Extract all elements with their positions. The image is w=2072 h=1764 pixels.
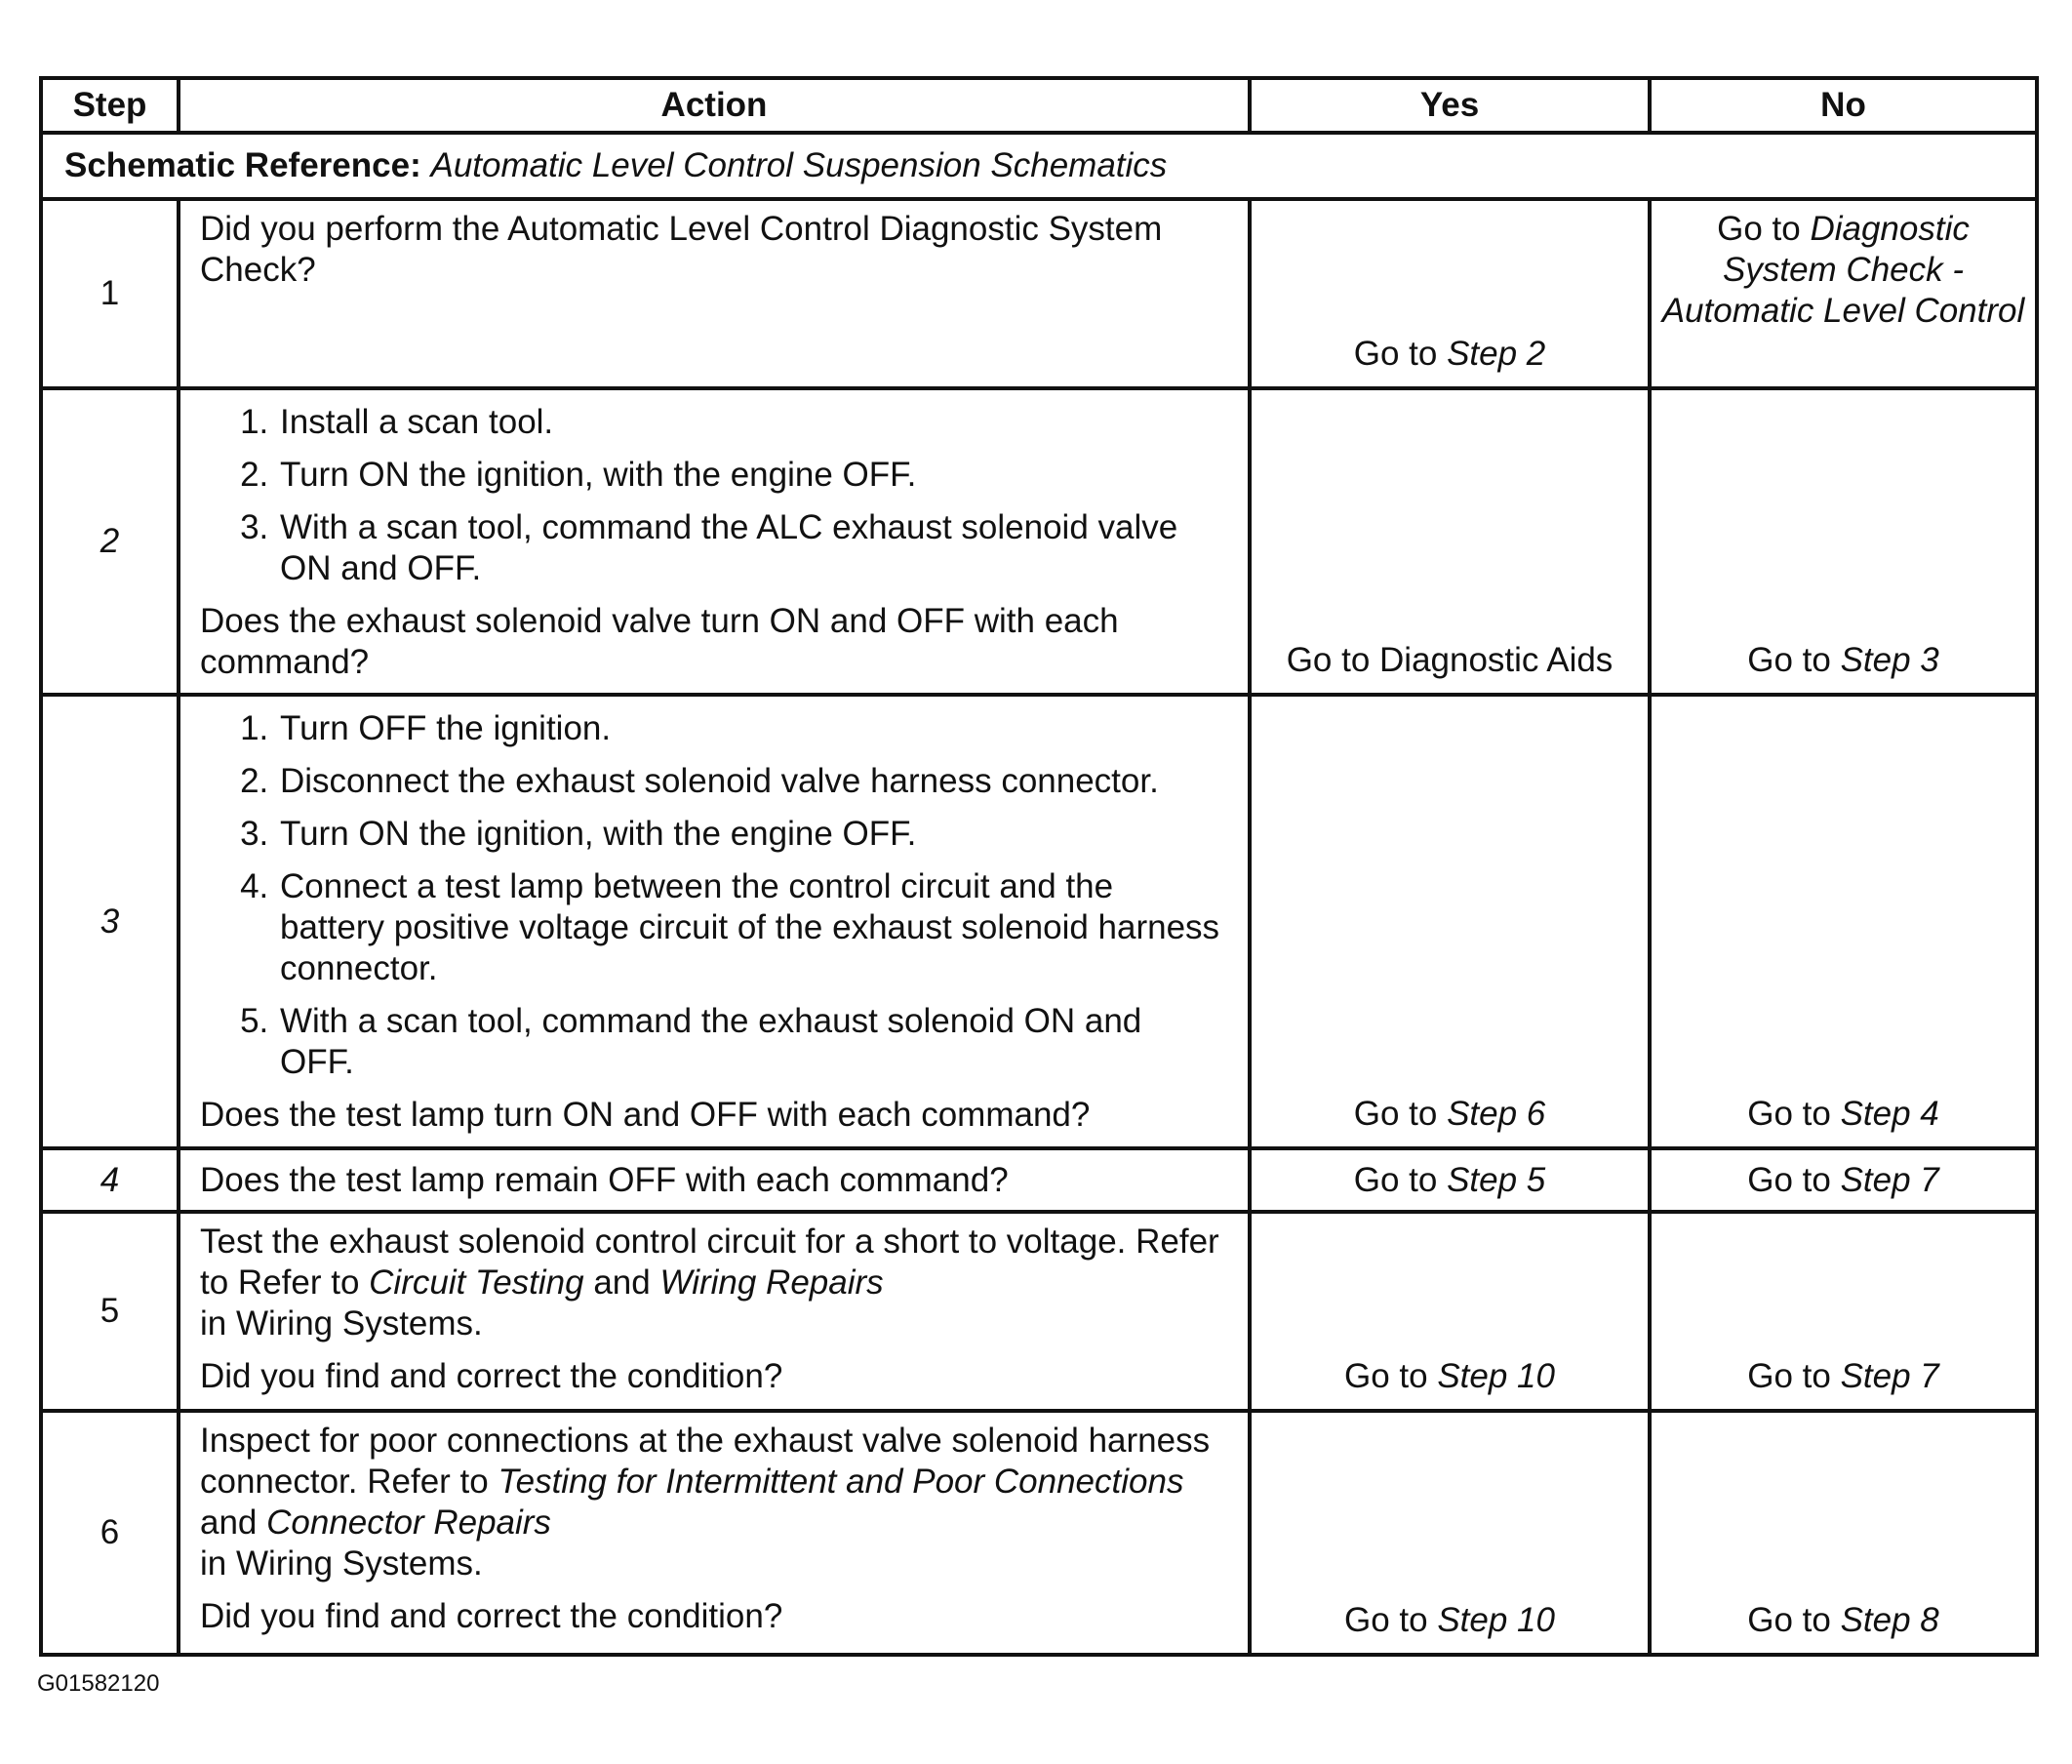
no-cell — [1650, 199, 2037, 388]
header-action: Action — [179, 78, 1250, 133]
yes-link[interactable]: Go to Diagnostic Aids — [1286, 641, 1614, 679]
header-no: No — [1650, 78, 2037, 133]
yes-cell — [1250, 199, 1650, 388]
schematic-label: Schematic Reference: — [64, 146, 421, 184]
instruction-text-part: Inspect for poor connections at the exhaust valve solenoid harness connector. Refer to — [200, 1422, 1211, 1501]
action-item: 2. Turn ON the ignition, with the engine OFF. — [278, 455, 1224, 496]
no-link[interactable]: Step 3 — [1840, 641, 1939, 679]
yes-link[interactable]: Step 5 — [1447, 1160, 1546, 1199]
yes-link[interactable]: Step 2 — [1447, 335, 1546, 373]
action-cell — [179, 199, 1250, 388]
no-prefix: Go to — [1717, 210, 1811, 248]
table-row — [41, 388, 2037, 695]
action-cell — [179, 695, 1250, 1148]
question: Did you perform the Automatic Level Control Diagnostic System Check? — [200, 210, 1163, 289]
yes-link[interactable]: Step 10 — [1437, 1601, 1555, 1639]
action-cell — [179, 1411, 1250, 1655]
wiring-repairs-link[interactable]: Wiring Repairs — [659, 1263, 884, 1302]
header-row — [41, 78, 2037, 133]
yes-cell — [1250, 1148, 1650, 1212]
figure-id: G01582120 — [37, 1670, 160, 1697]
action-cell — [179, 388, 1250, 695]
no-prefix: Go to — [1747, 641, 1841, 679]
no-cell — [1650, 1212, 2037, 1411]
step-number: 5 — [41, 1212, 179, 1411]
no-cell — [1650, 695, 2037, 1148]
table-row — [41, 1148, 2037, 1212]
no-cell — [1650, 1148, 2037, 1212]
action-list — [200, 708, 1224, 1083]
instruction-text-part: in Wiring Systems. — [200, 1304, 483, 1343]
no-cell — [1650, 1411, 2037, 1655]
table-row — [41, 695, 2037, 1148]
diagnostic-table — [39, 76, 2039, 1657]
connector-repairs-link[interactable]: Connector Repairs — [266, 1503, 551, 1542]
schematic-row — [41, 133, 2037, 199]
action-cell — [179, 1212, 1250, 1411]
no-link[interactable]: Step 7 — [1840, 1160, 1939, 1199]
action-list — [200, 402, 1224, 589]
no-prefix: Go to — [1747, 1601, 1841, 1639]
intermittent-connections-link[interactable]: Testing for Intermittent and Poor Connections — [498, 1463, 1184, 1501]
schematic-reference — [41, 133, 2037, 199]
yes-cell — [1250, 1411, 1650, 1655]
step-number: 6 — [41, 1411, 179, 1655]
schematic-link: Automatic Level Control Suspension Schematics — [430, 146, 1168, 184]
table-row — [41, 1411, 2037, 1655]
no-link[interactable]: Step 8 — [1840, 1601, 1939, 1639]
action-item: 1. Install a scan tool. — [278, 402, 1224, 443]
no-link[interactable]: Step 7 — [1840, 1357, 1939, 1395]
no-link[interactable]: Diagnostic System Check - Automatic Level Control — [1661, 210, 2025, 330]
yes-cell — [1250, 1212, 1650, 1411]
step-number: 2 — [41, 388, 179, 695]
action-item: 1. Turn OFF the ignition. — [278, 708, 1224, 749]
no-cell — [1650, 388, 2037, 695]
step-number: 1 — [41, 199, 179, 388]
yes-prefix: Go to — [1344, 1357, 1438, 1395]
no-link[interactable]: Step 4 — [1840, 1095, 1939, 1133]
yes-cell — [1250, 695, 1650, 1148]
instruction-text-part: and — [583, 1263, 660, 1302]
yes-cell — [1250, 388, 1650, 695]
header-yes: Yes — [1250, 78, 1650, 133]
step-number: 4 — [41, 1148, 179, 1212]
table-row — [41, 199, 2037, 388]
instruction-text-part: and — [200, 1503, 267, 1542]
circuit-testing-link[interactable]: Circuit Testing — [369, 1263, 584, 1302]
action-item: 2. Disconnect the exhaust solenoid valve harness connector. — [278, 761, 1224, 802]
instruction-text-part: Test the exhaust solenoid control circuit for a short to voltage. Refer to Refer to — [200, 1223, 1219, 1302]
step-number: 3 — [41, 695, 179, 1148]
question: Does the exhaust solenoid valve turn ON and OFF with each command? — [200, 602, 1119, 681]
question: Did you find and correct the condition? — [200, 1357, 783, 1395]
table-row — [41, 1212, 2037, 1411]
action-item: 3. Turn ON the ignition, with the engine OFF. — [278, 814, 1224, 855]
header-step: Step — [41, 78, 179, 133]
question: Did you find and correct the condition? — [200, 1597, 783, 1635]
question: Does the test lamp turn ON and OFF with each command? — [200, 1096, 1091, 1134]
no-prefix: Go to — [1747, 1357, 1841, 1395]
yes-link[interactable]: Step 10 — [1437, 1357, 1555, 1395]
action-item: 3. With a scan tool, command the ALC exhaust solenoid valve ON and OFF. — [278, 507, 1224, 589]
yes-prefix: Go to — [1353, 1095, 1448, 1133]
no-prefix: Go to — [1747, 1095, 1841, 1133]
instruction-text-part: in Wiring Systems. — [200, 1544, 483, 1583]
action-item: 5. With a scan tool, command the exhaust solenoid ON and OFF. — [278, 1001, 1224, 1083]
yes-prefix: Go to — [1353, 335, 1448, 373]
action-cell — [179, 1148, 1250, 1212]
question: Does the test lamp remain OFF with each command? — [200, 1160, 1009, 1199]
action-item: 4. Connect a test lamp between the control circuit and the battery positive voltage circuit of the exhaust solenoid harness connector. — [278, 866, 1224, 989]
no-prefix: Go to — [1747, 1160, 1841, 1199]
yes-link[interactable]: Step 6 — [1447, 1095, 1546, 1133]
yes-prefix: Go to — [1353, 1160, 1448, 1199]
yes-prefix: Go to — [1344, 1601, 1438, 1639]
instruction-text — [200, 1421, 1224, 1584]
instruction-text — [200, 1222, 1224, 1344]
